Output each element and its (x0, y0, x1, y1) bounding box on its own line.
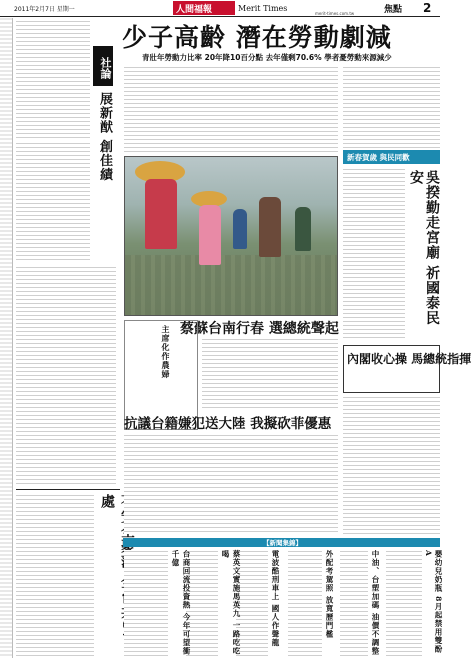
brief-title: 嬰幼兒奶瓶 8月起禁用雙酚A (424, 550, 443, 654)
brief-title: 中油、台塑加碼 油價不調整 (371, 550, 380, 656)
newspaper-logo: 人間福報 (173, 1, 235, 15)
divider (16, 489, 120, 490)
photo-story-text (202, 338, 338, 410)
commentary-tag: 社論 (93, 46, 113, 86)
brief-text (386, 550, 422, 658)
page-number: 2 (423, 1, 432, 15)
brief-text (124, 550, 168, 658)
right-text-2 (343, 168, 405, 338)
english-name: Merit Times (238, 4, 288, 13)
section-name: 焦點 (384, 5, 403, 15)
main-subhead: 青壯年勞動力比率 20年降10百分點 去年僅剩70.6% 學者憂勞動來源減少 (142, 53, 392, 62)
person-pink (199, 205, 221, 265)
brief-text (288, 550, 322, 658)
left-lower-title: 處 (99, 494, 115, 509)
brief-title: 台商回流投資熱 今年可望衝千億 (171, 550, 191, 656)
left-lower-text (16, 494, 94, 656)
commentary-title: 展新猷 創佳績 (97, 92, 112, 182)
person-brown (259, 197, 281, 257)
commentary-text-2 (16, 266, 116, 486)
cabinet-title-box (343, 345, 471, 393)
person-green (295, 207, 311, 251)
masthead (0, 0, 440, 17)
commentary-text-1 (16, 142, 90, 262)
cabinet-title: 內閣收心操 馬總統指揮 (347, 352, 471, 366)
site-url: merit-times.com.tw (315, 11, 355, 16)
temple-visit-title: 吳揆勤走宮廟 祈國泰民安 (408, 170, 440, 326)
issue-date: 2011年2月7日 星期一 (14, 6, 75, 13)
band-label: 新春賀歲 與民同歡 (347, 153, 410, 162)
main-headline: 少子高齡 潛在勞動劇減 (122, 23, 392, 52)
edge-strip (0, 18, 13, 658)
photo-story-headline: 蔡蘇台南行春 選總統聲起 (180, 321, 339, 337)
news-briefs-band (123, 538, 440, 547)
photo-caption-title: 主席化作農婦 (161, 325, 171, 379)
news-briefs-label: 【新聞集錦】 (263, 539, 302, 547)
right-text-3 (343, 396, 440, 534)
right-text-1 (343, 66, 440, 148)
brief-title: 外配考駕照 放寬歷門檻 (325, 550, 334, 639)
brief-title: 蔡英文實施馬英九 一路吃吃喝 (221, 550, 241, 656)
brief-text (340, 550, 368, 658)
main-story-text (124, 66, 338, 152)
person-blue (233, 209, 247, 249)
story3-headline: 抗議台籍嫌犯送大陸 我擬砍菲優惠 (124, 416, 332, 432)
left-text-block (16, 20, 90, 138)
story3-text (124, 434, 338, 534)
brief-title: 電波酷刑車上 國人作聲龍 (271, 550, 280, 648)
feature-band (343, 150, 440, 164)
person-red (145, 179, 177, 249)
paddy-water (125, 255, 337, 315)
photo-rice-field (124, 156, 338, 316)
